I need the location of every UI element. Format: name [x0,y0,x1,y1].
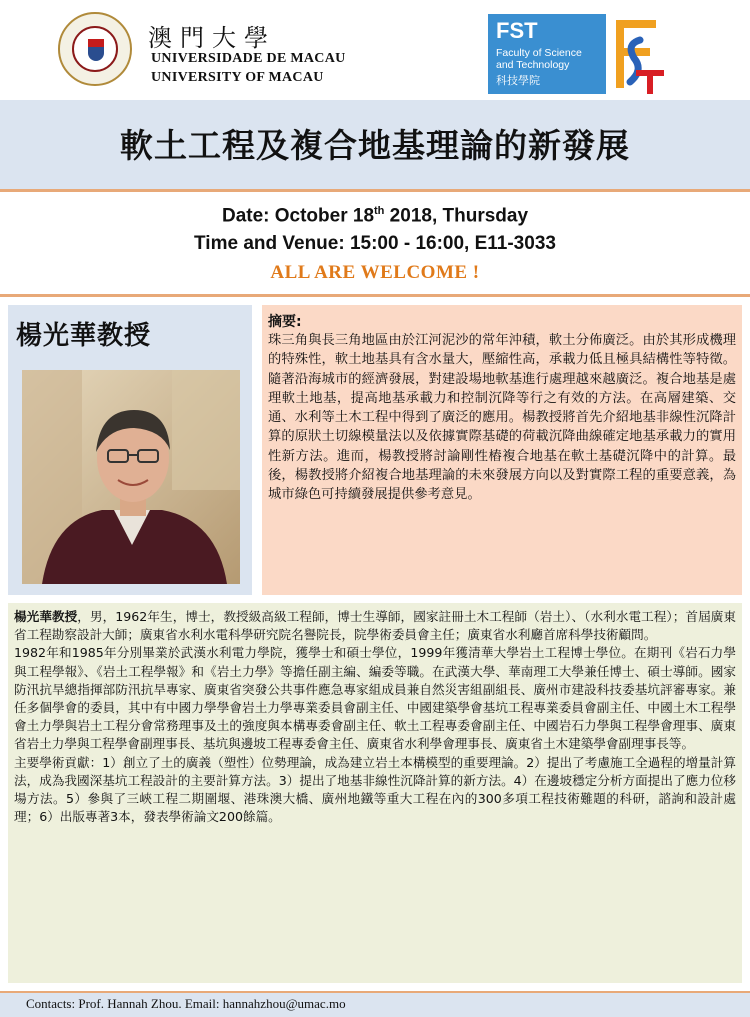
bio-paragraph-2: 1982年和1985年分別畢業於武漢水利電力學院，獲學士和碩士學位，1999年獲清華大學岩土工程博士學位。在期刊《岩石力學與工程學報》、《岩土工程學報》和《岩土力學》等擔任副主編、編委等職。在武漢大學、華南理工大學兼任博士、碩士導師。國家防汛抗旱總指揮部防汛抗旱專家、廣東省突發公共事件應急專家組成員兼自然災害組副組長、廣州市建設科技委基坑評審專家。兼任多個學會的委員，其中有中國力學學會岩土力學專業委員會副主任、中國建築學會基坑工程專業委員會副主任、中國土木工程學會土力學與岩土工程分會常務理事及土的強度與本構專委會副主任、軟土工程專委會副主任、中國岩石力學與工程學會理事、廣東省岩土力學與工程學會副理事長、基坑與邊坡工程專委會主任、廣東省水利學會理事長、廣東省土木建築學會副理事長等。 [14,645,736,752]
speaker-photo [22,370,240,584]
contact-info: Contacts: Prof. Hannah Zhou. Email: hannahzhou@umac.mo [26,996,346,1011]
um-english-name: UNIVERSITY OF MACAU [151,70,324,85]
university-seal-icon [58,12,132,86]
divider [0,294,750,297]
bio-text [14,608,736,826]
date-ordinal: th [374,205,385,217]
bio-speaker-name: 楊光華教授 [14,609,78,624]
footer-divider [0,991,750,993]
date-suffix: 2018, Thursday [384,205,529,227]
fst-chinese-name: 科技學院 [496,74,540,87]
fst-subtitle-line2: and Technology [496,59,570,71]
welcome-banner: ALL ARE WELCOME ! [270,262,480,283]
event-date [0,205,750,227]
fst-title: FST [496,18,538,43]
bio-paragraph-3: 主要學術貢獻：1）創立了土的廣義（塑性）位勢理論，成為建立岩土本構模型的重要理論。2）提出了考慮施工全過程的增量計算法，成為我國深基坑工程設計的主要計算方法。3）提出了地基非線性沉降計算的新方法。4）在邊坡穩定分析方面提出了應力位移場方法。5）參與了三峽工程二期圍堰、港珠澳大橋、廣州地鐵等重大工程在內的300多項工程技術難題的科研，諮詢和設計處理；6）出版專著3本，發表學術論文200餘篇。 [14,754,736,825]
date-prefix: Date: October 18 [221,205,375,227]
fst-banner [488,14,606,94]
speaker-name: 楊光華教授 [16,321,152,351]
fst-logo-icon [606,14,668,96]
fst-subtitle-line1: Faculty of Science [496,47,582,59]
abstract-text: 珠三角與長三角地區由於江河泥沙的常年沖積，軟土分佈廣泛。由於其形成機理的特殊性，軟土地基具有含水量大，壓縮性高，承載力低且極具結構性等特徵。隨著沿海城市的經濟發展，對建設場地軟基進行處理越來越廣泛。複合地基是處理軟土地基，提高地基承載力和控制沉降等行之有效的方法。在高層建築、交通、水利等土木工程中得到了廣泛的應用。楊教授將首先介紹地基非線性沉降計算的原狀土切線模量法以及依據實際基礎的荷載沉降曲線確定地基承載力的實用性新方法。進而，楊教授將討論剛性樁複合地基在軟土基礎沉降中的計算。最後，楊教授將介紹複合地基理論的未來發展方向以及對實際工程的重要意義，為城市綠色可持續發展提供參考意見。 [268,333,736,503]
event-venue: Time and Venue: 15:00 - 16:00, E11-3033 [194,233,556,254]
bio-paragraph-1 [14,608,736,644]
abstract-label: 摘要: [268,314,302,330]
bio-intro: ，男，1962年生，博士，教授級高級工程師，博士生導師，國家註冊土木工程師（岩土）、（水利水電工程）；首屆廣東省工程勘察設計大師；廣東省水利水電科學研究院名譽院長，院學術委員會主任；廣東省水利廳首席科學技術顧問。 [14,609,737,643]
page-title: 軟土工程及複合地基理論的新發展 [120,126,630,165]
um-portuguese-name: UNIVERSIDADE DE MACAU [151,51,346,66]
um-chinese-name: 澳門大學 [148,24,276,52]
